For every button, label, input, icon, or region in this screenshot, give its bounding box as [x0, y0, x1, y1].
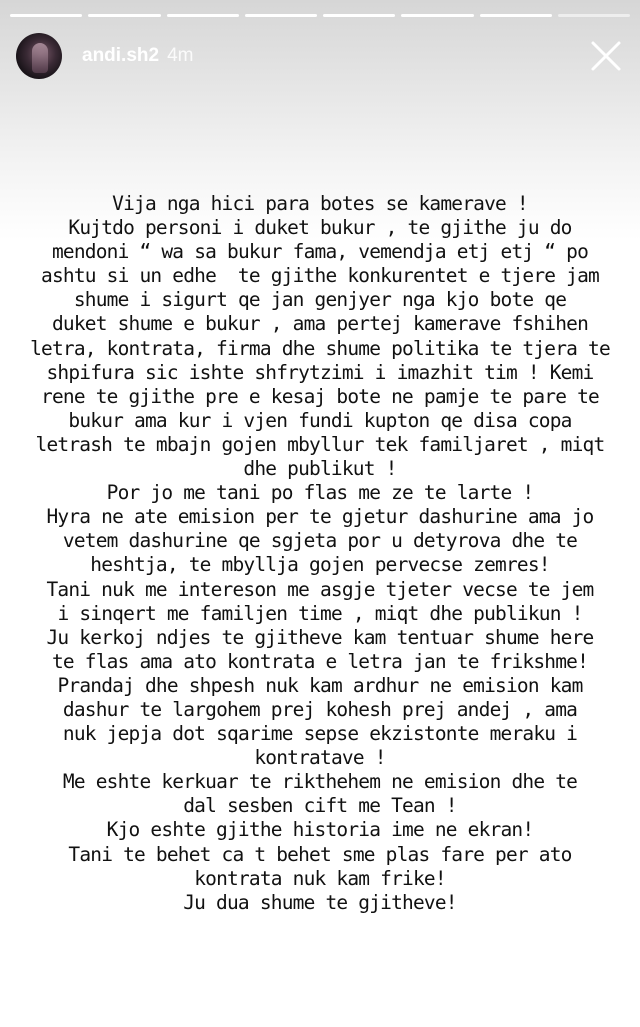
- story-text-line: mendoni “ wa sa bukur fama, vemendja etj etj “ po: [51, 240, 589, 264]
- close-icon: [588, 38, 624, 74]
- progress-segment-fill: [245, 14, 317, 17]
- story-text-line: dashur te largohem prej kohesh prej andej , ama: [62, 697, 578, 721]
- story-text-line: shpifura sic ishte shfrytzimi i imazhit tim ! Kemi: [46, 360, 594, 384]
- avatar-figure: [32, 43, 48, 73]
- story-progress-bar: [10, 14, 630, 17]
- story-text-line: dhe publikut !: [243, 457, 397, 481]
- progress-segment: [10, 14, 82, 17]
- story-timestamp: 4m: [167, 45, 194, 66]
- progress-segment: [88, 14, 160, 17]
- username[interactable]: andi.sh2: [82, 45, 160, 66]
- story-text-line: Tani nuk me intereson me asgje tjeter vecse te jem: [46, 577, 594, 601]
- progress-segment: [167, 14, 239, 17]
- story-text-line: dal sesben cift me Tean !: [183, 794, 457, 818]
- progress-segment: [323, 14, 395, 17]
- progress-segment-fill: [88, 14, 160, 17]
- story-text-line: letra, kontrata, firma dhe shume politika te tjera te: [30, 336, 610, 360]
- progress-segment: [401, 14, 473, 17]
- story-text-line: Kjo eshte gjithe historia ime ne ekran!: [106, 818, 534, 842]
- progress-segment-fill: [401, 14, 473, 17]
- story-text-line: Vija nga hici para botes se kamerave !: [112, 192, 528, 215]
- story-text-line: Tani te behet ca t behet sme plas fare per ato: [68, 842, 572, 866]
- story-text-line: Prandaj dhe shpesh nuk kam ardhur ne emision kam: [57, 673, 583, 697]
- story-text-line: kontrata nuk kam frike!: [194, 866, 446, 890]
- story-text-line: bukur ama kur i vjen fundi kupton qe disa copa: [68, 408, 572, 432]
- progress-segment-fill: [10, 14, 82, 17]
- story-text-line: letrash te mbajn gojen mbyllur tek familjaret , miqt: [35, 432, 605, 456]
- story-text-body: [12, 192, 628, 915]
- progress-segment-fill: [167, 14, 239, 17]
- story-text-line: te flas ama ato kontrata e letra jan te frikshme!: [51, 649, 589, 673]
- story-text-line: Ju kerkoj ndjes te gjitheve kam tentuar shume here: [46, 625, 594, 649]
- story-text-line: duket shume e bukur , ama pertej kamerave fshihen: [51, 312, 589, 336]
- profile-avatar[interactable]: [16, 33, 62, 79]
- progress-segment: [480, 14, 552, 17]
- story-text-line: Ju dua shume te gjitheve!: [183, 890, 457, 914]
- story-text-line: rene te gjithe pre e kesaj bote ne pamje te pare te: [41, 384, 599, 408]
- story-text-line: ashtu si un edhe te gjithe konkurentet e tjere jam: [41, 264, 599, 288]
- story-text-line: heshtja, te mbyllja gojen pervecse zemres!: [90, 553, 550, 577]
- story-text-line: kontratave !: [254, 746, 386, 770]
- progress-segment: [558, 14, 630, 17]
- story-text-line: shume i sigurt qe jan genjyer nga kjo bote qe: [73, 288, 567, 312]
- story-text-line: Kujtdo personi i duket bukur , te gjithe ju do: [68, 216, 572, 240]
- story-text-line: Hyra ne ate emision per te gjetur dashurine ama jo: [46, 505, 594, 529]
- progress-segment-fill: [323, 14, 395, 17]
- progress-segment: [245, 14, 317, 17]
- story-header: [16, 32, 624, 80]
- story-text-line: Por jo me tani po flas me ze te larte !: [106, 481, 534, 505]
- close-button[interactable]: [588, 38, 624, 74]
- story-text-line: Me eshte kerkuar te rikthehem ne emision dhe te: [62, 770, 578, 794]
- progress-segment-fill: [480, 14, 552, 17]
- story-text-line: vetem dashurine qe sgjeta por u detyrova dhe te: [62, 529, 578, 553]
- story-text-line: nuk jepja dot sqarime sepse ekzistonte meraku i: [62, 722, 578, 746]
- story-text-line: i sinqert me familjen time , miqt dhe publikun !: [57, 601, 583, 625]
